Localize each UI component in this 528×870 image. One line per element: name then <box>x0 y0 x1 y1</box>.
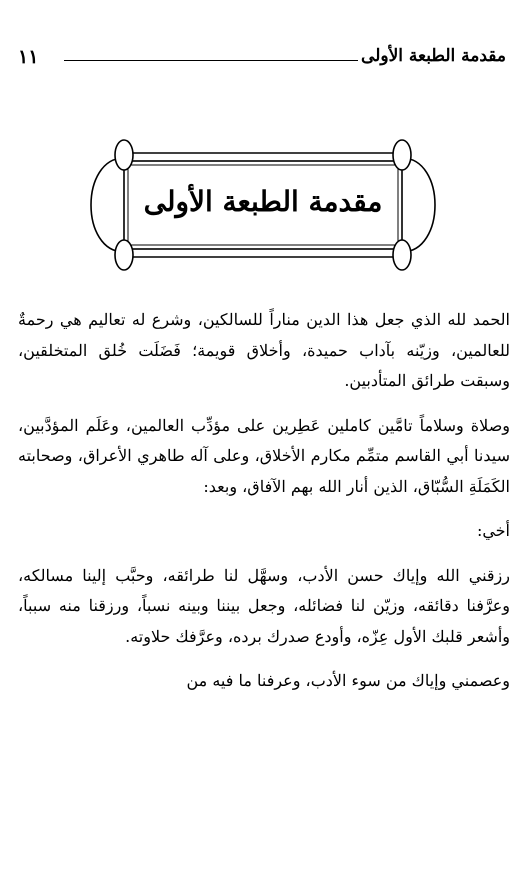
body-text <box>18 305 510 697</box>
paragraph-continuation: وعصمني وإياك من سوء الأدب، وعرفنا ما فيه من <box>186 671 510 690</box>
paragraph-praise: الحمد لله الذي جعل هذا الدين مناراً للسالكين، وشرع له تعاليم هي رحمةٌ للعالمين، وزيّنه بآداب حميدة، وأخلاق قويمة؛ فَضَلَت خُلق المتخلقين، وسبقت طرائق المتأدبين. <box>18 310 510 390</box>
title-scroll-frame <box>78 136 448 274</box>
paragraph-prayer: رزقني الله وإياك حسن الأدب، وسهَّل لنا طرائقه، وحبَّب إلينا مسالكه، وعرَّفنا دقائقه، وزيّن لنا فضائله، وجعل بيننا وبينه نسباً، ورزقنا منه سبباً، وأشعر قلبك الأول عِزّه، وأودع صدرك برده، وعرَّفك حلاوته. <box>18 565 511 646</box>
paragraph-salutation: وصلاة وسلاماً تامَّين كاملين عَطِرين على مؤدِّب العالمين، وعَلَم المؤدَّبين، سيدنا أبي القاسم متمِّم مكارم الأخلاق، وعلى آله طاهري الأعراق، وصحابته الكَمَلَةِ السُّبّاق، الذين أنار الله بهم الآفاق، وبعد: <box>18 415 510 496</box>
header-rule <box>64 60 358 61</box>
paragraph-address: أخي: <box>476 521 510 540</box>
running-title: مقدمة الطبعة الأولى <box>361 46 506 66</box>
chapter-title: مقدمة الطبعة الأولى <box>143 184 383 218</box>
page-header <box>18 46 506 72</box>
page-number: ١١ <box>18 46 39 68</box>
